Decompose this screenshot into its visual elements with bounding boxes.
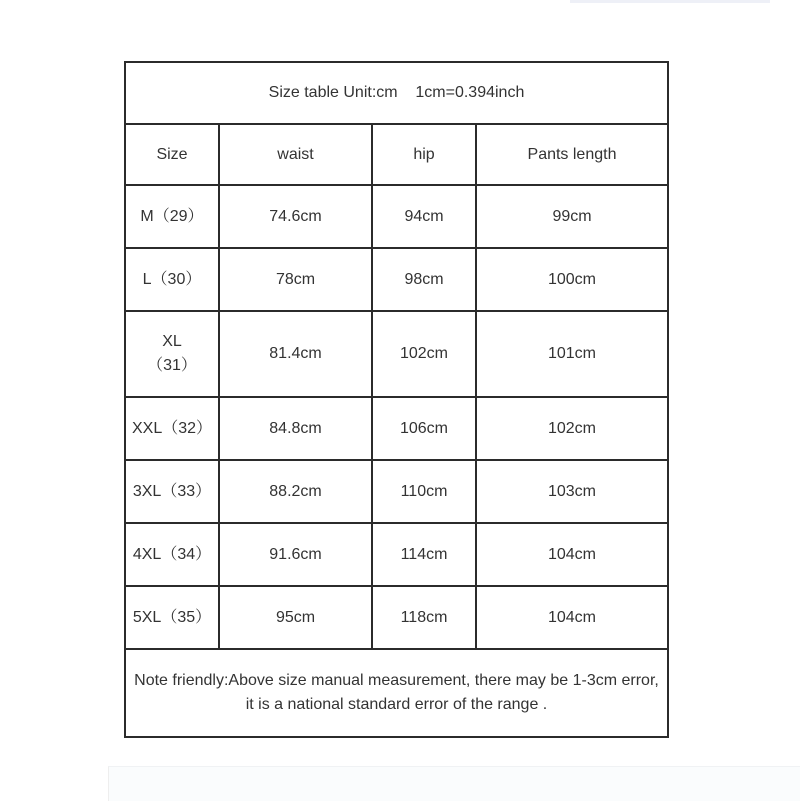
header-hip: hip	[372, 124, 476, 185]
table-title: Size table Unit:cm 1cm=0.394inch	[125, 62, 668, 124]
size-cell	[125, 311, 219, 397]
waist-cell: 74.6cm	[219, 185, 372, 248]
length-cell: 104cm	[476, 586, 668, 649]
table-row	[125, 311, 668, 397]
header-size: Size	[125, 124, 219, 185]
hip-cell: 106cm	[372, 397, 476, 460]
table-row	[125, 185, 668, 248]
table-note: Note friendly:Above size manual measurement, there may be 1-3cm error, it is a national standard error of the range .	[125, 649, 668, 737]
length-cell: 100cm	[476, 248, 668, 311]
size-table	[124, 61, 669, 738]
length-cell: 104cm	[476, 523, 668, 586]
table-row	[125, 523, 668, 586]
top-edge-strip	[570, 0, 770, 3]
size-cell: 3XL（33）	[125, 460, 219, 523]
bottom-edge-panel	[108, 766, 800, 801]
hip-cell: 102cm	[372, 311, 476, 397]
waist-cell: 81.4cm	[219, 311, 372, 397]
size-cell: L（30）	[125, 248, 219, 311]
hip-cell: 118cm	[372, 586, 476, 649]
waist-cell: 88.2cm	[219, 460, 372, 523]
waist-cell: 95cm	[219, 586, 372, 649]
hip-cell: 114cm	[372, 523, 476, 586]
waist-cell: 91.6cm	[219, 523, 372, 586]
waist-cell: 78cm	[219, 248, 372, 311]
table-row	[125, 397, 668, 460]
size-cell: M（29）	[125, 185, 219, 248]
length-cell: 99cm	[476, 185, 668, 248]
length-cell: 102cm	[476, 397, 668, 460]
hip-cell: 94cm	[372, 185, 476, 248]
table-row	[125, 586, 668, 649]
header-pants-length: Pants length	[476, 124, 668, 185]
length-cell: 103cm	[476, 460, 668, 523]
hip-cell: 110cm	[372, 460, 476, 523]
table-row	[125, 460, 668, 523]
waist-cell: 84.8cm	[219, 397, 372, 460]
size-cell: 4XL（34）	[125, 523, 219, 586]
size-cell: 5XL（35）	[125, 586, 219, 649]
table-row	[125, 248, 668, 311]
size-cell-text: XL（31）	[147, 333, 197, 374]
size-cell: XXL（32）	[125, 397, 219, 460]
length-cell: 101cm	[476, 311, 668, 397]
hip-cell: 98cm	[372, 248, 476, 311]
header-waist: waist	[219, 124, 372, 185]
